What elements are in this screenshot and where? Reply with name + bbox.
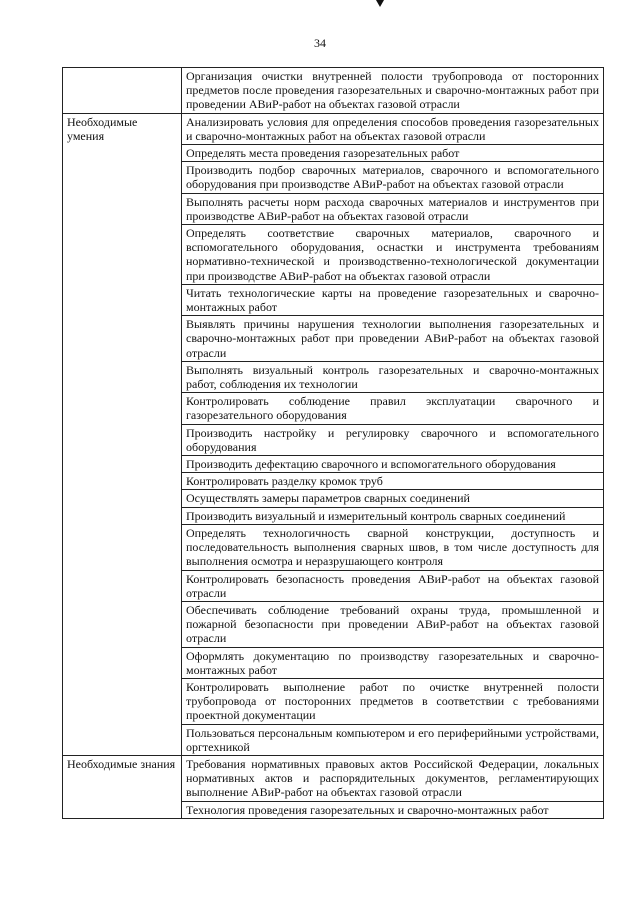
table-row [63, 68, 604, 114]
requirement-item: Организация очистки внутренней полости трубопровода от посторонних предметов после проведения газорезательных и сварочно-монтажных работ при проведении АВиР-работ на объектах газовой отрасли [182, 68, 604, 114]
requirement-item: Производить визуальный и измерительный контроль сварных соединений [182, 507, 604, 524]
requirement-item: Контролировать соблюдение правил эксплуатации сварочного и газорезательного оборудования [182, 393, 604, 424]
requirement-item: Выполнять визуальный контроль газорезательных и сварочно-монтажных работ, соблюдения их технологии [182, 361, 604, 392]
table-row [63, 113, 604, 144]
requirement-item: Производить настройку и регулировку сварочного и вспомогательного оборудования [182, 424, 604, 455]
requirement-item: Оформлять документацию по производству газорезательных и сварочно-монтажных работ [182, 647, 604, 678]
requirement-item: Контролировать выполнение работ по очистке внутренней полости трубопровода от посторонних предметов в соответствии с требованиями проектной документации [182, 678, 604, 724]
requirement-item: Пользоваться персональным компьютером и его периферийными устройствами, оргтехникой [182, 724, 604, 755]
requirement-item: Анализировать условия для определения способов проведения газорезательных и сварочно-монтажных работ на объектах газовой отрасли [182, 113, 604, 144]
section-label [63, 68, 182, 114]
table-body [63, 68, 604, 819]
requirement-item: Контролировать безопасность проведения АВиР-работ на объектах газовой отрасли [182, 570, 604, 601]
competency-table [62, 67, 604, 819]
requirement-item: Определять соответствие сварочных материалов, сварочного и вспомогательного оборудования, оснастки и инструмента требованиям нормативно-технической и производственно-технологической документации при производстве АВиР-работ на объектах газовой отрасли [182, 225, 604, 285]
section-label: Необходимые умения [63, 113, 182, 755]
binding-mark [376, 0, 384, 7]
requirement-item: Требования нормативных правовых актов Российской Федерации, локальных нормативных актов и распорядительных документов, регламентирующих выполнение АВиР-работ на объектах газовой отрасли [182, 755, 604, 801]
requirement-item: Выполнять расчеты норм расхода сварочных материалов и инструментов при производстве АВиР-работ на объектах газовой отрасли [182, 193, 604, 224]
requirement-item: Определять технологичность сварной конструкции, доступность и последовательность выполнения сварных швов, в том числе доступность для выполнения осмотра и неразрушающего контроля [182, 524, 604, 570]
section-label: Необходимые знания [63, 755, 182, 818]
requirement-item: Выявлять причины нарушения технологии выполнения газорезательных и сварочно-монтажных работ при проведении АВиР-работ на объектах газовой отрасли [182, 316, 604, 362]
requirement-item: Производить подбор сварочных материалов, сварочного и вспомогательного оборудования при производстве АВиР-работ на объектах газовой отрасли [182, 162, 604, 193]
requirement-item: Обеспечивать соблюдение требований охраны труда, промышленной и пожарной безопасности при проведении АВиР-работ на объектах газовой отрасли [182, 601, 604, 647]
requirement-item: Осуществлять замеры параметров сварных соединений [182, 490, 604, 507]
table-row [63, 755, 604, 801]
requirement-item: Определять места проведения газорезательных работ [182, 145, 604, 162]
requirement-item: Производить дефектацию сварочного и вспомогательного оборудования [182, 456, 604, 473]
page-number: 34 [314, 36, 326, 50]
requirement-item: Контролировать разделку кромок труб [182, 473, 604, 490]
requirement-item: Технология проведения газорезательных и сварочно-монтажных работ [182, 801, 604, 818]
requirement-item: Читать технологические карты на проведение газорезательных и сварочно-монтажных работ [182, 284, 604, 315]
